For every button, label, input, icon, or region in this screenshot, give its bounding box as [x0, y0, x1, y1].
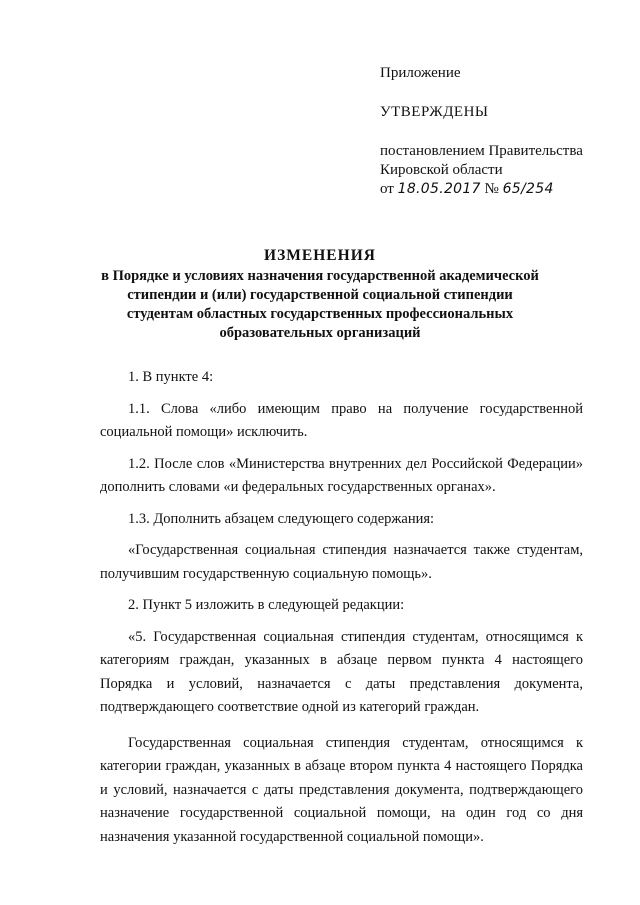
approval-block — [380, 64, 630, 199]
number-prefix: № — [484, 181, 499, 197]
paragraph-1: 1. В пункте 4: — [128, 369, 214, 385]
approval-region: Кировской области — [380, 162, 503, 178]
paragraph-5: «5. Государственная социальная стипендия студентам, относящимся к категориям граждан, указанных в абзаце первом пункта 4 настоящего Порядка и условий, назначается с даты представления документа, подтверждающего соответствие одной из категорий граждан. — [100, 628, 583, 715]
approval-date: 18.05.2017 — [397, 181, 481, 197]
paragraph-5-second: Государственная социальная стипендия студентам, относящимся к категории граждан, указанных в абзаце втором пункта 4 настоящего Порядка и условий, назначается с даты представления документа, подтверждающего назначение государственной социальной помощи, на один год со дня назначения указанной государственной социальной помощи». — [100, 734, 583, 845]
approval-number: 65/254 — [502, 181, 554, 197]
date-prefix: от — [380, 181, 394, 197]
appendix-label: Приложение — [380, 65, 461, 81]
paragraph-quote: «Государственная социальная стипендия назначается также студентам, получившим государственную социальную помощь». — [100, 542, 583, 582]
approval-date-line — [380, 180, 630, 199]
approval-authority: постановлением Правительства — [380, 143, 583, 159]
heading-subtitle: в Порядке и условиях назначения государственной академической стипендии и (или) государственной социальной стипендии студентам областных государственных профессиональных образовательных организаций — [101, 268, 539, 341]
approved-label: УТВЕРЖДЕНЫ — [380, 104, 489, 120]
document-heading — [100, 246, 540, 343]
heading-title: ИЗМЕНЕНИЯ — [264, 247, 376, 264]
paragraph-1-2: 1.2. После слов «Министерства внутренних дел Российской Федерации» дополнить словами «и федеральных государственных органах». — [100, 455, 583, 495]
document-body — [100, 366, 583, 857]
paragraph-1-1: 1.1. Слова «либо имеющим право на получение государственной социальной помощи» исключить. — [100, 400, 583, 440]
paragraph-1-3: 1.3. Дополнить абзацем следующего содержания: — [128, 510, 435, 527]
paragraph-2: 2. Пункт 5 изложить в следующей редакции: — [128, 597, 405, 613]
